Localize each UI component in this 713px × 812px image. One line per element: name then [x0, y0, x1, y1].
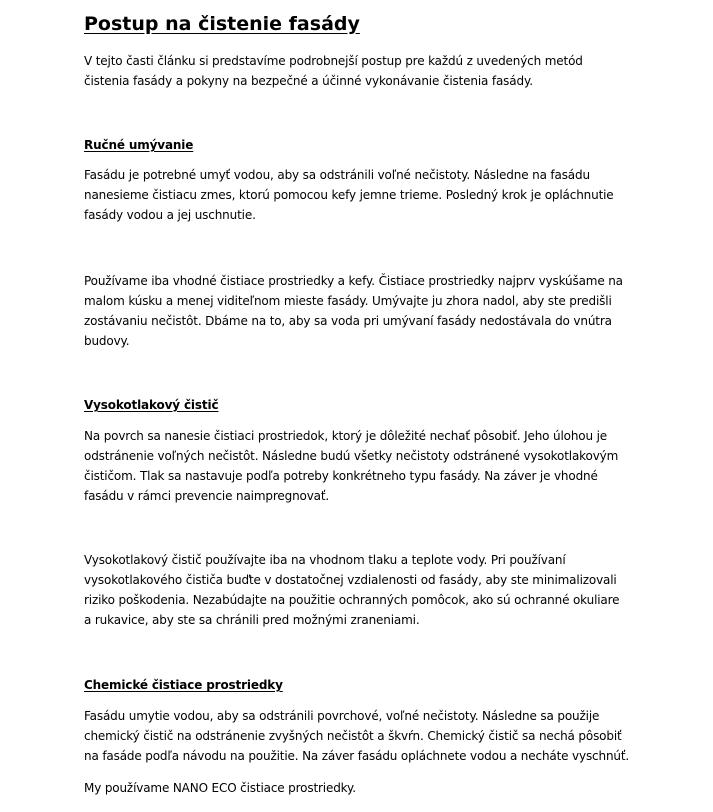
paragraph [84, 426, 618, 506]
text-line: Používame iba vhodné čistiace prostriedky a kefy. Čistiace prostriedky najprv vyskúšame na [84, 274, 623, 288]
section-heading-chemicke-cistiace-prostriedky: Chemické čistiace prostriedky [84, 678, 283, 692]
text-line: Vysokotlakový čistič používajte iba na vhodnom tlaku a teplote vody. Pri používaní [84, 553, 566, 567]
text-line: zostávaniu nečistôt. Dbáme na to, aby sa voda pri umývaní fasády nedostávala do vnútra [84, 314, 612, 328]
paragraph [84, 271, 623, 351]
text-line: vysokotlakového čističa buďte v dostatočnej vzdialenosti od fasády, aby ste minimalizovali [84, 573, 617, 587]
page-title: Postup na čistenie fasády [84, 13, 360, 35]
paragraph [84, 165, 614, 225]
text-line: Fasádu umytie vodou, aby sa odstránili povrchové, voľné nečistoty. Následne sa použije [84, 709, 600, 723]
paragraph [84, 778, 356, 798]
intro-paragraph [84, 51, 583, 91]
text-line: V tejto časti článku si predstavíme podrobnejší postup pre každú z uvedených metód [84, 54, 583, 68]
section-heading-vysokotlakovy-cistic: Vysokotlakový čistič [84, 398, 219, 412]
text-line: budovy. [84, 334, 130, 348]
text-line: fasádu v rámci prevencie naimpregnovať. [84, 489, 330, 503]
text-line: nanesieme čistiacu zmes, ktorú pomocou kefy jemne trieme. Posledný krok je opláchnutie [84, 188, 614, 202]
text-line: chemický čistič na odstránenie zvyšných nečistôt a škvŕn. Chemický čistič sa nechá pôsobiť [84, 729, 622, 743]
paragraph [84, 706, 629, 766]
text-line: a rukavice, aby ste sa chránili pred možnými zraneniami. [84, 613, 420, 627]
text-line: riziko poškodenia. Nezabúdajte na použitie ochranných pomôcok, ako sú ochranné okuliare [84, 593, 620, 607]
text-line: malom kúsku a menej viditeľnom mieste fasády. Umývajte ju zhora nadol, aby ste predišli [84, 294, 612, 308]
section-heading-rucne-umyvanie: Ručné umývanie [84, 138, 194, 152]
text-line: čistenia fasády a pokyny na bezpečné a účinné vykonávanie čistenia fasády. [84, 74, 533, 88]
text-line: odstránenie voľných nečistôt. Následne budú všetky nečistoty odstránené vysokotlakovým [84, 449, 619, 463]
paragraph [84, 550, 619, 630]
text-line: na fasáde podľa návodu na použitie. Na záver fasádu opláchnete vodou a necháte vyschnúť. [84, 749, 630, 763]
text-line: Na povrch sa nanesie čistiaci prostriedok, ktorý je dôležité nechať pôsobiť. Jeho úlohou je [84, 429, 608, 443]
text-line: čističom. Tlak sa nastavuje podľa potreby konkrétneho typu fasády. Na záver je vhodné [84, 469, 598, 483]
text-line: fasády vodou a jej uschnutie. [84, 208, 256, 222]
text-line: My používame NANO ECO čistiace prostriedky. [84, 781, 356, 795]
text-line: Fasádu je potrebné umyť vodou, aby sa odstránili voľné nečistoty. Následne na fasádu [84, 168, 590, 182]
